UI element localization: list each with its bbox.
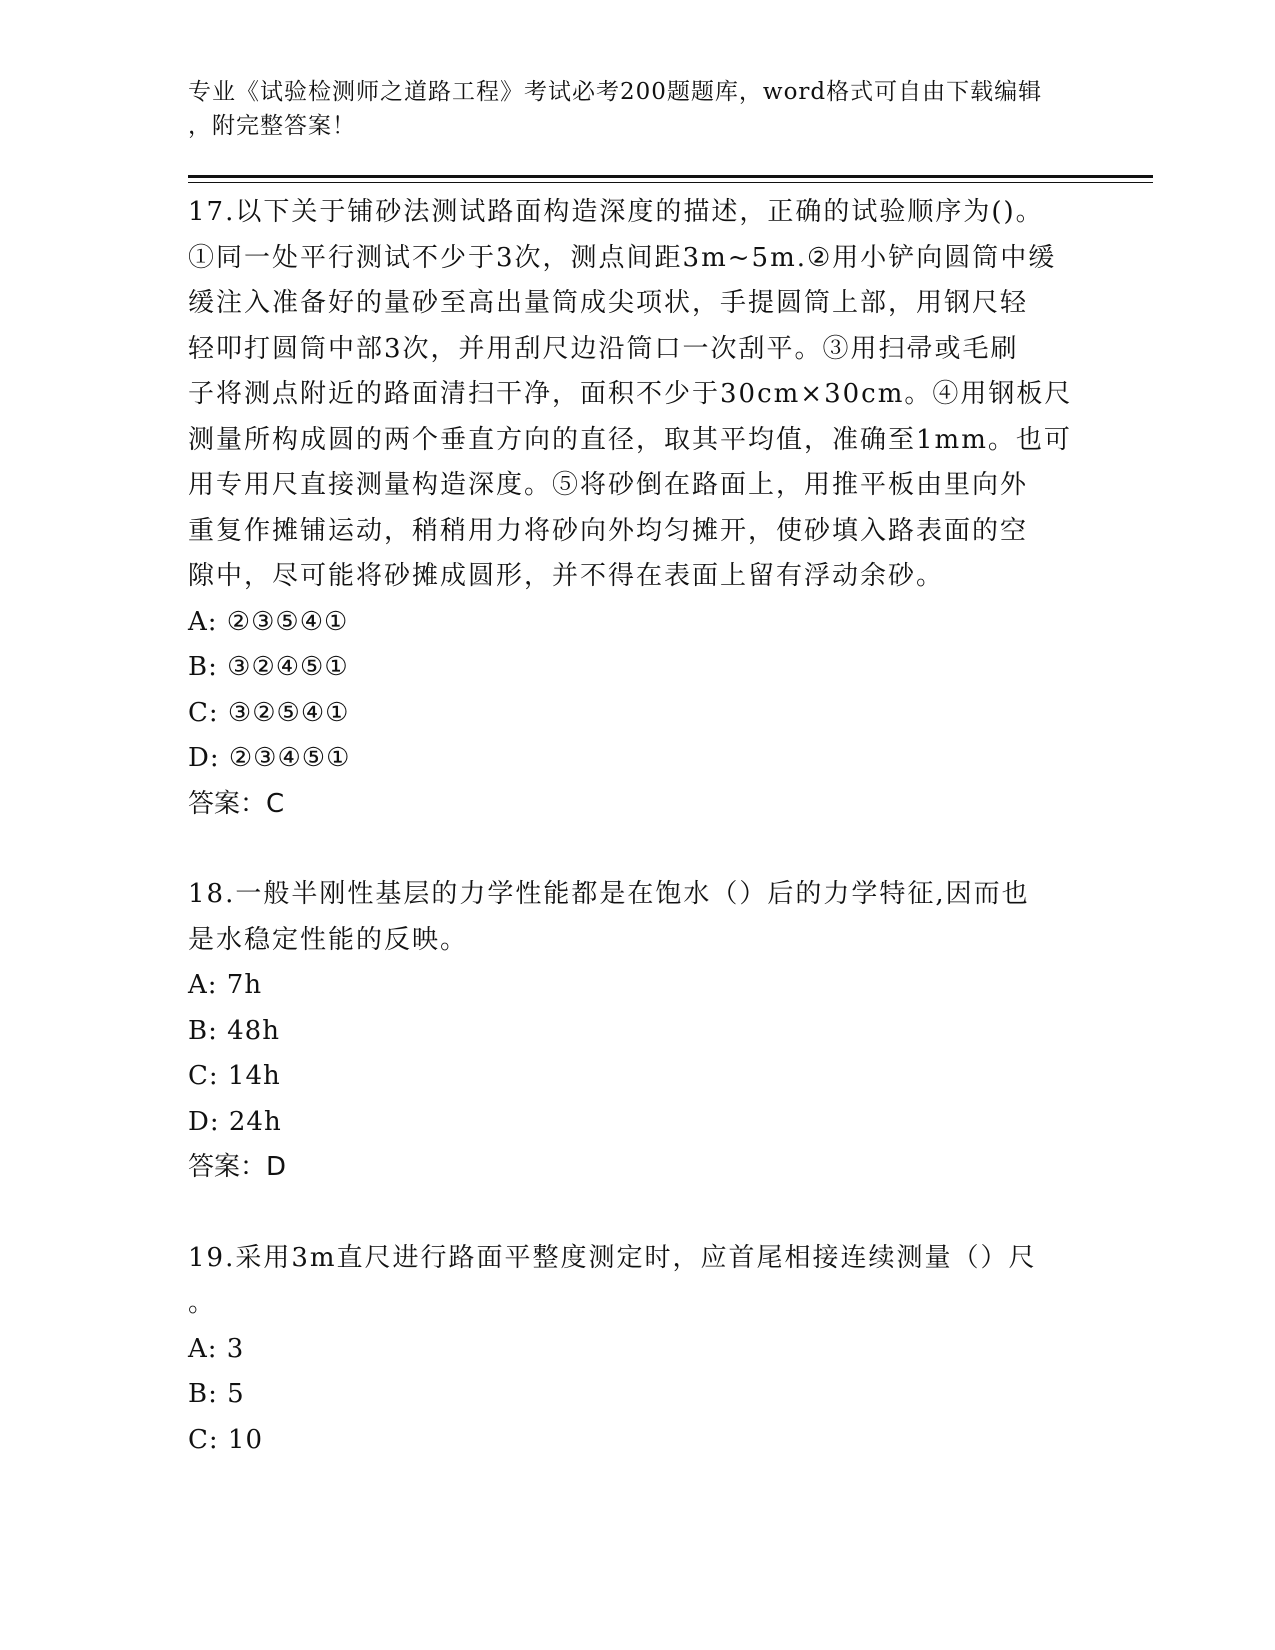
stem-line: 测量所构成圆的两个垂直方向的直径，取其平均值，准确至1mm。也可 (188, 424, 1072, 455)
option-d: D: 24h (188, 1106, 282, 1137)
header-divider-thin (188, 182, 1153, 183)
option-b: B: ③②④⑤① (188, 652, 349, 682)
option-c: C: 14h (188, 1061, 281, 1091)
stem-line: 是水稳定性能的反映。 (188, 924, 469, 955)
stem-line: 缓注入准备好的量砂至高出量筒成尖项状，手提圆筒上部，用钢尺轻 (188, 288, 1029, 318)
stem-line: 重复作摊铺运动，稍稍用力将砂向外均匀摊开，使砂填入路表面的空 (188, 515, 1029, 546)
option-c: C: 10 (188, 1424, 264, 1455)
question-stem (188, 1236, 1083, 1327)
stem-line: 。 (188, 1288, 217, 1318)
stem-line: 18.一般半刚性基层的力学性能都是在饱水（）后的力学特征,因而也 (188, 879, 1030, 909)
question-17 (188, 190, 1083, 827)
option-b: B: 48h (188, 1015, 280, 1046)
question-list (188, 190, 1083, 1463)
stem-line: 用专用尺直接测量构造深度。⑤将砂倒在路面上，用推平板由里向外 (188, 470, 1029, 500)
question-stem (188, 872, 1083, 963)
stem-line: 隙中，尽可能将砂摊成圆形，并不得在表面上留有浮动余砂。 (188, 561, 945, 591)
answer-label: 答案：D (188, 1152, 287, 1182)
document-header (188, 75, 1088, 143)
stem-line: 轻叩打圆筒中部3次，并用刮尺边沿筒口一次刮平。③用扫帚或毛刷 (188, 333, 1019, 364)
option-a: A: 7h (188, 970, 263, 1000)
header-line-1: 专业《试验检测师之道路工程》考试必考200题题库，word格式可自由下载编辑 (188, 79, 1043, 105)
stem-line: ①同一处平行测试不少于3次，测点间距3m~5m.②用小铲向圆筒中缓 (188, 242, 1057, 273)
question-spacer (188, 827, 1083, 872)
stem-line: 子将测点附近的路面清扫干净，面积不少于30cm×30cm。④用钢板尺 (188, 379, 1073, 409)
option-d: D: ②③④⑤① (188, 743, 351, 773)
header-line-2: ，附完整答案！ (188, 113, 356, 139)
question-stem (188, 190, 1083, 600)
option-a: A: 3 (188, 1333, 245, 1364)
stem-line: 17.以下关于铺砂法测试路面构造深度的描述，正确的试验顺序为()。 (188, 197, 1044, 227)
option-c: C: ③②⑤④① (188, 697, 350, 728)
header-divider-thick (188, 175, 1153, 178)
option-b: B: 5 (188, 1379, 245, 1409)
stem-line: 19.采用3m直尺进行路面平整度测定时，应首尾相接连续测量（）尺 (188, 1242, 1037, 1273)
question-18 (188, 872, 1083, 1191)
question-19 (188, 1236, 1083, 1464)
question-spacer (188, 1191, 1083, 1236)
answer-label: 答案：C (188, 788, 285, 819)
option-a: A: ②③⑤④① (188, 606, 349, 637)
